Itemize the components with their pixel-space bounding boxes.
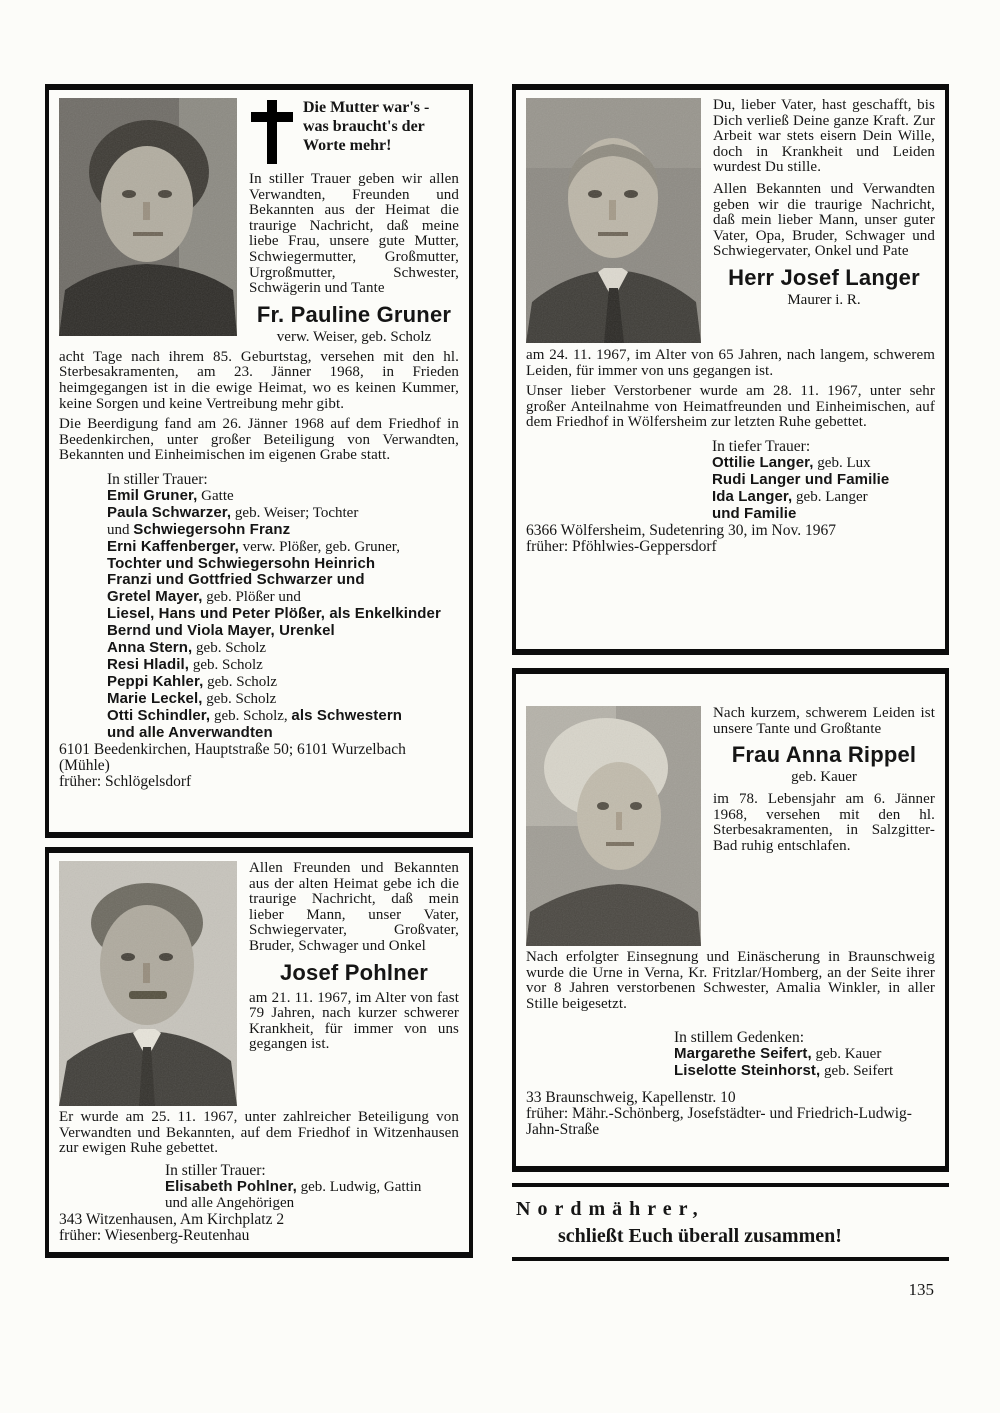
obituary-langer xyxy=(512,84,949,655)
pohlner-right-column xyxy=(249,861,459,1053)
langer-portrait-photo xyxy=(526,98,701,343)
rippel-deceased-name: Frau Anna Rippel xyxy=(731,742,917,768)
nordmaehrer-slogan-box xyxy=(512,1183,949,1261)
slogan-line-2: schließt Euch überall zusammen! xyxy=(558,1225,842,1247)
rippel-mourning-heading: In stillem Gedenken: xyxy=(674,1029,804,1047)
rippel-address: 33 Braunschweig, Kapellenstr. 10 xyxy=(526,1089,736,1107)
gruner-paragraph-1: acht Tage nach ihrem 85. Geburtstag, versehen mit den hl. Sterbesakramenten, am 23. Jänner 1968, in Frieden heimgegangen ist in die ewige Heimat, wo es keinen Kummer, keine Sorgen und keine Vertreibung mehr gibt. xyxy=(59,348,459,412)
gruner-former-address: früher: Schlögelsdorf xyxy=(59,772,192,790)
mourner-line: Paula Schwarzer, geb. Weiser; Tochter xyxy=(107,503,359,521)
mourner-line: Gretel Mayer, geb. Plößer und xyxy=(107,588,301,606)
pohlner-intro: Allen Freunden und Bekannten aus der alten Heimat gebe ich die traurige Nachricht, daß mein lieber Mann, unser Vater, Schwiegervater, Großvater, Bruder, Schwager und Onkel xyxy=(249,860,459,954)
langer-intro-2: Allen Bekannten und Verwandten geben wir die traurige Nachricht, daß mein lieber Mann, unser guter Vater, Opa, Bruder, Schwager und Schwiegervater, Onkel und Pate xyxy=(713,180,935,260)
mourner-line: Otti Schindler, geb. Scholz, als Schwestern xyxy=(107,706,403,724)
gruner-name-sub: verw. Weiser, geb. Scholz xyxy=(276,328,432,345)
langer-intro-1: Du, lieber Vater, hast geschafft, bis Dich verließ Deine ganze Kraft. Zur Arbeit war stets eisern Dein Wille, doch in Krankheit und Leiden wurdest Du stille. xyxy=(713,97,935,176)
mourner-line: Anna Stern, geb. Scholz xyxy=(107,639,267,657)
mourner-line: Ida Langer, geb. Langer xyxy=(712,487,868,505)
langer-name-sub: Maurer i. R. xyxy=(787,291,861,308)
mourner-line: Rudi Langer und Familie xyxy=(712,470,890,488)
pohlner-mourning-heading: In stiller Trauer: xyxy=(165,1161,266,1179)
langer-address: 6366 Wölfersheim, Sudetenring 30, im Nov. 1967 xyxy=(526,521,836,539)
mourner-line: Peppi Kahler, geb. Scholz xyxy=(107,672,278,690)
gruner-mourner-list xyxy=(107,488,459,742)
mourner-line: Resi Hladil, geb. Scholz xyxy=(107,655,263,673)
mourner-line: Franzi und Gottfried Schwarzer und xyxy=(107,571,365,589)
pohlner-mourner-list xyxy=(165,1179,459,1212)
mourner-line: Elisabeth Pohlner, geb. Ludwig, Gattin xyxy=(165,1177,422,1195)
gruner-address: 6101 Beedenkirchen, Hauptstraße 50; 6101 Wurzelbach (Mühle) xyxy=(59,740,406,774)
gruner-portrait-photo xyxy=(59,98,237,336)
gruner-right-column xyxy=(249,98,459,346)
langer-deceased-name: Herr Josef Langer xyxy=(728,264,920,290)
pohlner-top-section xyxy=(59,861,459,1106)
mourner-line: Margarethe Seifert, geb. Kauer xyxy=(674,1045,882,1063)
rippel-former-address: früher: Mähr.-Schönberg, Josefstädter- und Friedrich-Ludwig-Jahn-Straße xyxy=(526,1105,912,1139)
langer-mourning-heading: In tiefer Trauer: xyxy=(712,437,811,455)
rippel-name-sub: geb. Kauer xyxy=(791,769,857,786)
gruner-motto: Die Mutter war's - was braucht's der Worte mehr! xyxy=(303,99,430,154)
langer-top-section xyxy=(526,98,935,343)
mourner-line: Tochter und Schwiegersohn Heinrich xyxy=(107,554,376,572)
mourner-line: Bernd und Viola Mayer, Urenkel xyxy=(107,622,335,640)
langer-paragraph-2: Unser lieber Verstorbener wurde am 28. 11. 1967, unter sehr großer Anteilnahme von Heimatfreunden und Einheimischen, auf dem Friedhof in Wölfersheim zur letzten Ruhe gebettet. xyxy=(526,383,935,431)
gruner-top-section xyxy=(59,98,459,346)
pohlner-paragraph-2: Er wurde am 25. 11. 1967, unter zahlreicher Beteiligung von Verwandten und Bekannten, auf dem Friedhof in Witzenhausen zur ewigen Ruhe gebettet. xyxy=(59,1109,459,1157)
rippel-paragraph-2: Nach erfolgter Einsegnung und Einäscherung in Braunschweig wurde die Urne in Verna, Kr. Fritzlar/Homberg, an der Seite ihrer vor 8 Jahren verstorbenen Schwester, Amalia Winkler, in aller Stille beigesetzt. xyxy=(526,949,935,1012)
rippel-paragraph-1: im 78. Lebensjahr am 6. Jänner 1968, versehen mit den hl. Sterbesakramenten, in Salzgitter-Bad ruhig entschlafen. xyxy=(713,791,935,854)
mourner-line: Liselotte Steinhorst, geb. Seifert xyxy=(674,1062,894,1080)
rippel-intro: Nach kurzem, schwerem Leiden ist unsere Tante und Großtante xyxy=(713,705,935,737)
mourner-line: und alle Anverwandten xyxy=(107,723,273,741)
mourner-line: Marie Leckel, geb. Scholz xyxy=(107,689,277,707)
langer-right-column xyxy=(713,98,935,309)
langer-mourner-list xyxy=(712,455,935,523)
gruner-deceased-name: Fr. Pauline Gruner xyxy=(256,301,452,327)
pohlner-deceased-name: Josef Pohlner xyxy=(279,959,429,985)
mourner-line: und alle Angehörigen xyxy=(165,1194,295,1211)
right-column xyxy=(512,84,949,1172)
rippel-top-section xyxy=(526,706,935,946)
langer-former-address: früher: Pföhlwies-Geppersdorf xyxy=(526,537,717,555)
left-column xyxy=(45,84,473,1258)
page-number: 135 xyxy=(908,1280,934,1299)
gruner-intro: In stiller Trauer geben wir allen Verwandten, Freunden und Bekannten aus der Heimat die traurige Nachricht, daß meine liebe Frau, unsere gute Mutter, Schwiegermutter, Großmutter, Urgroßmutter, Schwester, Schwägerin und Tante xyxy=(249,171,459,297)
mourner-line: Liesel, Hans und Peter Plößer, als Enkelkinder xyxy=(107,605,441,623)
latin-cross-icon xyxy=(251,100,293,164)
pohlner-address: 343 Witzenhausen, Am Kirchplatz 2 xyxy=(59,1210,285,1228)
pohlner-portrait-photo xyxy=(59,861,237,1106)
pohlner-paragraph-1: am 21. 11. 1967, im Alter von fast 79 Jahren, nach kurzer schwerer Krankheit, für immer von uns gegangen ist. xyxy=(249,989,459,1053)
mourner-line: Ottilie Langer, geb. Lux xyxy=(712,453,871,471)
rippel-portrait-photo xyxy=(526,706,701,946)
pohlner-former-address: früher: Wiesenberg-Reutenhau xyxy=(59,1226,250,1244)
gruner-motto-row xyxy=(249,98,459,164)
rippel-right-column xyxy=(713,706,935,855)
langer-paragraph-1: am 24. 11. 1967, im Alter von 65 Jahren, nach langem, schwerem Leiden, für immer von uns gegangen ist. xyxy=(526,347,935,379)
rippel-mourner-list xyxy=(674,1046,935,1080)
mourner-line: Emil Gruner, Gatte xyxy=(107,486,234,504)
mourner-line: Erni Kaffenberger, verw. Plößer, geb. Gruner, xyxy=(107,537,400,555)
mourner-line: und Familie xyxy=(712,504,797,522)
gruner-paragraph-2: Die Beerdigung fand am 26. Jänner 1968 auf dem Friedhof in Beedenkirchen, unter großer Beteiligung von Verwandten, Bekannten und Einheimischen im eigenen Grabe statt. xyxy=(59,416,459,464)
gruner-mourning-heading: In stiller Trauer: xyxy=(107,470,208,488)
obituary-pohlner xyxy=(45,847,473,1258)
slogan-line-1: Nordmährer, xyxy=(516,1198,705,1220)
obituary-rippel xyxy=(512,668,949,1172)
obituary-gruner xyxy=(45,84,473,838)
mourner-line: und Schwiegersohn Franz xyxy=(107,520,291,538)
